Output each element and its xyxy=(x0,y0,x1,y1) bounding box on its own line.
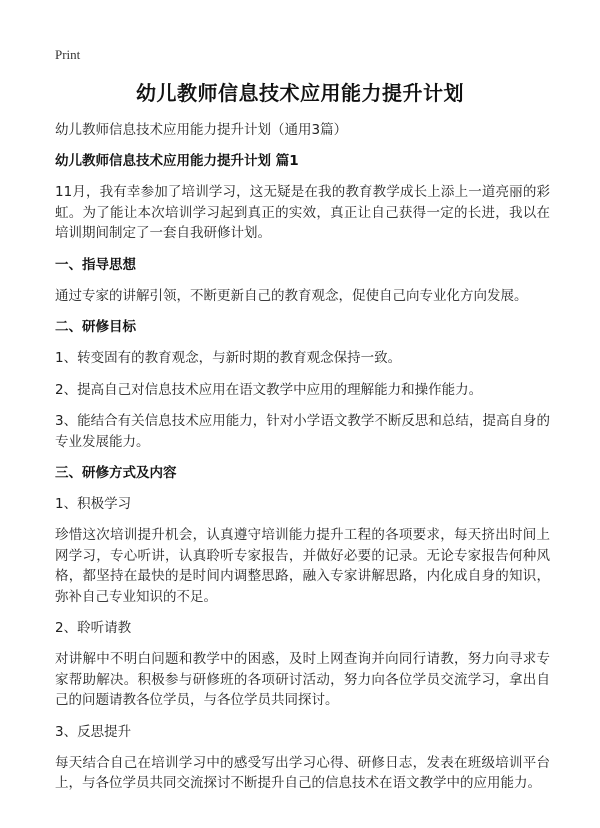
goal-item-2: 2、提高自己对信息技术应用在语文教学中应用的理解能力和操作能力。 xyxy=(55,381,483,398)
section-heading: 幼儿教师信息技术应用能力提升计划 篇1 xyxy=(55,153,299,169)
document-subtitle: 幼儿教师信息技术应用能力提升计划（通用3篇） xyxy=(55,122,348,138)
method-1-title: 1、积极学习 xyxy=(55,496,132,512)
page-title: 幼儿教师信息技术应用能力提升计划 xyxy=(136,81,464,105)
method-2-title: 2、聆听请教 xyxy=(55,620,132,636)
part2-heading: 二、研修目标 xyxy=(55,319,136,335)
method-3-title: 3、反思提升 xyxy=(55,723,132,740)
goal-item-3: 3、能结合有关信息技术应用能力，针对小学语文教学不断反思和总结，提高自身的专业发展能力。 xyxy=(55,413,550,450)
part1-paragraph: 通过专家的讲解引领，不断更新自己的教育观念，促使自己向专业化方向发展。 xyxy=(55,287,528,304)
goal-item-1: 1、转变固有的教育观念，与新时期的教育观念保持一致。 xyxy=(55,350,402,366)
method-2-paragraph: 对讲解中不明白问题和教学中的困惑，及时上网查询并向同行请教，努力向寻求专家帮助解决。积极参与研修班的各项研讨活动，努力向各位学员交流学习，拿出自己的问题请教各位学员，与各位学员共同探讨。 xyxy=(55,651,550,708)
intro-paragraph: 11月，我有幸参加了培训学习，这无疑是在我的教育教学成长上添上一道亮丽的彩虹。为了能让本次培训学习起到真正的实效，真正让自己获得一定的长进，我以在培训期间制定了一套自我研修计划。 xyxy=(55,184,550,241)
method-3-paragraph: 每天结合自己在培训学习中的感受写出学习心得、研修日志，发表在班级培训平台上，与各位学员共同交流探讨不断提升自己的信息技术在语文教学中的应用能力。 xyxy=(55,754,550,791)
part1-heading: 一、指导思想 xyxy=(55,256,136,273)
print-label: Print xyxy=(55,47,81,62)
document-body xyxy=(55,120,550,805)
part3-heading: 三、研修方式及内容 xyxy=(55,465,177,481)
method-1-paragraph: 珍惜这次培训提升机会，认真遵守培训能力提升工程的各项要求，每天挤出时间上网学习，专心听讲，认真聆听专家报告，并做好必要的记录。无论专家报告何种风格，都坚持在最快的是时间内调整思路，融入专家讲解思路，内化成自身的知识，弥补自己专业知识的不足。 xyxy=(55,527,550,605)
